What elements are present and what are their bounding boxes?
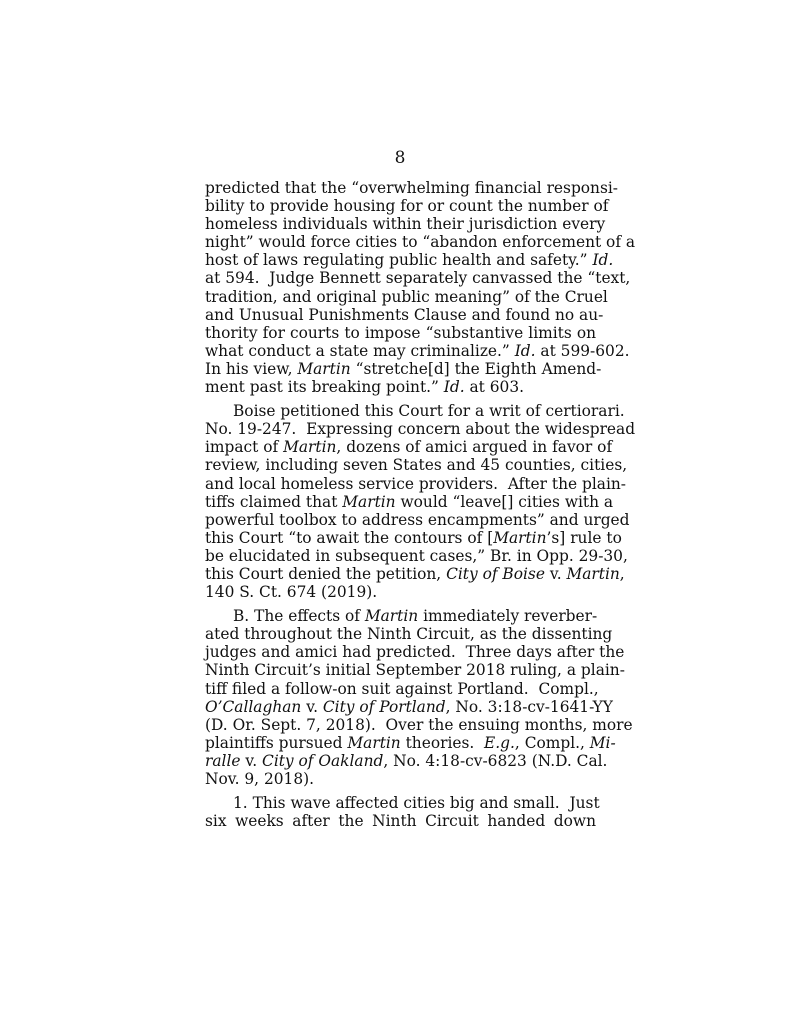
text-run: thority for courts to impose “substantive limits on [205,323,596,342]
italic-text: Id. [514,341,536,360]
text-run: what conduct a state may criminalize.” [205,341,515,360]
italic-text: Martin [342,492,396,511]
text-run: tradition, and original public meaning” of the Cruel [205,287,608,306]
text-run: predicted that the “overwhelming financial responsi- [205,179,618,197]
text-run: Ninth Circuit’s initial September 2018 ruling, a plain- [205,661,625,680]
paragraph [205,607,633,788]
text-run: review, including seven States and 45 counties, cities, [205,456,628,475]
italic-text: Martin [493,528,547,547]
text-run: v. [301,697,323,716]
italic-text: City of Boise [446,564,545,583]
paragraph [205,402,636,602]
text-line [205,812,596,830]
text-line [205,378,596,396]
text-run: 1. This wave affected cities big and small. Just [233,794,600,813]
text-line [205,456,628,475]
italic-text: Id. [443,378,465,397]
text-line [205,269,631,288]
text-run: Boise petitioned this Court for a writ of certiorari. [233,402,625,421]
text-run: night” would force cities to “abandon enforcement of a [205,233,636,252]
text-run: at 594. Judge Bennett separately canvassed the “text, [205,269,631,288]
text-run: theories. [400,733,485,752]
text-run: , No. 3:18-cv-1641-YY [445,697,613,716]
italic-text: City of Oakland [262,751,384,770]
italic-text: Martin [297,359,351,378]
text-run: immediately reverber- [418,607,598,626]
text-run: tiff filed a follow-on suit against Portland. Compl., [205,679,599,698]
italic-text: O’Callaghan [205,697,302,716]
text-line [205,679,599,698]
italic-text: Mi- [589,733,616,752]
text-run: , Compl., [514,733,590,752]
text-line [205,583,596,601]
paragraph [205,179,636,397]
text-line [205,510,630,529]
text-line [205,661,625,680]
text-run: powerful toolbox to address encampments” and urged [205,510,630,529]
text-run: be elucidated in subsequent cases,” Br. in Opp. 29-30, [205,546,628,565]
italic-text: Martin [347,733,401,752]
paragraph [205,794,600,831]
text-run: this Court “to await the contours of [ [205,528,494,547]
text-line [205,733,616,752]
text-run: B. The effects of [233,607,365,626]
text-line [205,528,622,547]
italic-text: ralle [205,751,241,770]
text-run: impact of [205,438,284,457]
text-line [205,438,613,457]
text-line [205,751,608,770]
text-line [205,359,602,378]
text-run: would “leave[] cities with a [395,492,614,511]
text-run: (D. Or. Sept. 7, 2018). Over the ensuing months, more [205,715,633,734]
text-run: ’s] rule to [546,528,622,547]
text-line [205,287,608,306]
text-run: v. [544,564,567,583]
text-line [205,179,618,197]
text-run: plaintiffs pursued [205,733,348,752]
text-line [205,697,613,716]
text-line [205,420,636,439]
italic-text: Martin [283,438,337,457]
text-line [205,607,596,625]
text-line [205,715,633,734]
text-line [205,474,626,493]
text-run: ment past its breaking point.” [205,378,444,397]
page-number: 8 [394,148,406,168]
text-line [205,251,614,270]
text-run: In his view, [205,359,298,378]
text-run: ated throughout the Ninth Circuit, as the dissenting [205,625,613,644]
text-line [205,197,609,216]
text-line [205,770,596,788]
text-run: , [619,564,625,583]
text-line [205,305,604,324]
text-run: this Court denied the petition, [205,564,447,583]
text-line [205,402,625,421]
text-run: “stretche[d] the Eighth Amend- [350,359,602,378]
text-run: bility to provide housing for or count the number of [205,197,609,216]
text-line [205,794,600,813]
text-run: v. [240,751,263,770]
text-line [205,492,614,511]
text-line [205,233,636,252]
text-run: , No. 4:18-cv-6823 (N.D. Cal. [383,751,608,770]
text-run: Nov. 9, 2018). [205,770,315,788]
text-line [205,643,625,662]
text-run: and Unusual Punishments Clause and found no au- [205,305,604,324]
text-run: six weeks after the Ninth Circuit handed down [205,812,596,831]
text-line [205,625,613,644]
text-line [205,324,596,342]
text-run: No. 19-247. Expressing concern about the widespread [205,420,636,439]
italic-text: E.g. [484,733,515,752]
text-run: and local homeless service providers. After the plain- [205,474,626,493]
italic-text: City of Portland [322,697,446,716]
italic-text: Martin [566,564,620,583]
text-line [205,215,606,234]
text-run: tiffs claimed that [205,492,343,511]
text-run: judges and amici had predicted. Three days after the [205,643,625,662]
text-line [205,341,630,360]
italic-text: Martin [364,607,419,626]
text-run: at 603. [464,378,525,397]
text-run: host of laws regulating public health and safety.” [205,251,593,270]
body-text [205,179,636,836]
text-run: at 599-602. [535,341,630,360]
text-run: 140 S. Ct. 674 (2019). [205,583,378,602]
text-line [205,546,628,565]
text-run: , dozens of amici argued in favor of [336,438,613,457]
text-run: homeless individuals within their jurisdiction every [205,215,606,234]
text-line [205,564,625,583]
italic-text: Id. [592,251,614,270]
